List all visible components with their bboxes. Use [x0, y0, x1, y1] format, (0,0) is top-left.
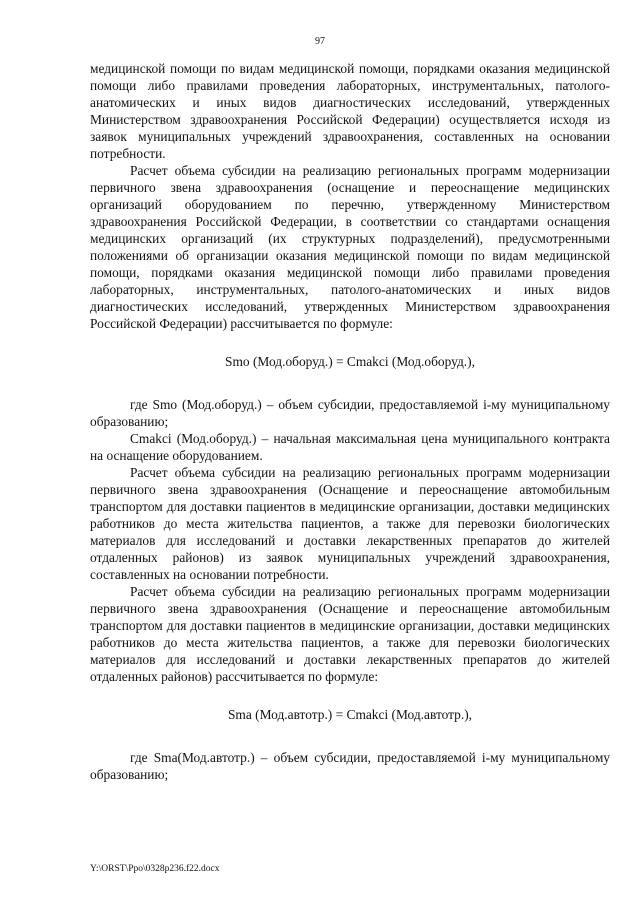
document-body	[90, 60, 610, 783]
definition-sma: где Sma(Мод.автотр.) – объем субсидии, предоставляемой i-му муниципальному образованию;	[90, 750, 610, 782]
paragraph-equipment-subsidy: Расчет объема субсидии на реализацию региональных программ модернизации первичного звена здравоохранения (оснащение и переоснащение медицинских организаций оборудованием по перечню, утвержденному Министерством здравоохранения Российской Федерации, в соответствии со стандартами оснащения медицинских организаций (их структурных подразделений), предусмотренными положениями об организации оказания медицинской помощи по видам медицинской помощи, порядками оказания медицинской помощи либо правилами проведения лабораторных, инструментальных, патолого-анатомических и иных видов диагностических исследований, утвержденных Министерством здравоохранения Российской Федерации) рассчитывается по формуле:	[90, 163, 610, 331]
definition-cmakci-equipment: Cmakci (Мод.оборуд.) – начальная максимальная цена муниципального контракта на оснащение оборудованием.	[90, 431, 610, 463]
formula-equipment: Smo (Мод.оборуд.) = Cmakci (Мод.оборуд.),	[225, 354, 475, 369]
footer-file-path: Y:\ORST\Ppo\0328p236.f22.docx	[90, 864, 220, 874]
paragraph-continuation: медицинской помощи по видам медицинской помощи, порядками оказания медицинской помощи либо правилами проведения лабораторных, инструментальных, патолого-анатомических и иных видов диагностических исследований, утвержденных Министерством здравоохранения Российской Федерации) осуществляется исходя из заявок муниципальных учреждений здравоохранения, составленных на основании потребности.	[90, 61, 610, 161]
paragraph-transport-formula-intro: Расчет объема субсидии на реализацию региональных программ модернизации первичного звена здравоохранения (Оснащение и переоснащение автомобильным транспортом для доставки пациентов в медицинские организации, доставки медицинских работников до места жительства пациентов, а также для перевозки биологических материалов для исследований и доставки лекарственных препаратов до жителей отдаленных районов) рассчитывается по формуле:	[90, 584, 610, 684]
page-number: 97	[315, 36, 325, 47]
formula-transport: Sma (Мод.автотр.) = Cmakci (Мод.автотр.),	[227, 707, 473, 722]
definition-smo: где Smo (Мод.оборуд.) – объем субсидии, предоставляемой i-му муниципальному образованию;	[90, 397, 610, 429]
paragraph-transport-requests: Расчет объема субсидии на реализацию региональных программ модернизации первичного звена здравоохранения (Оснащение и переоснащение автомобильным транспортом для доставки пациентов в медицинские организации, доставки медицинских работников до места жительства пациентов, а также для перевозки биологических материалов для исследований и доставки лекарственных препаратов до жителей отдаленных районов) из заявок муниципальных учреждений здравоохранения, составленных на основании потребности.	[90, 465, 610, 582]
